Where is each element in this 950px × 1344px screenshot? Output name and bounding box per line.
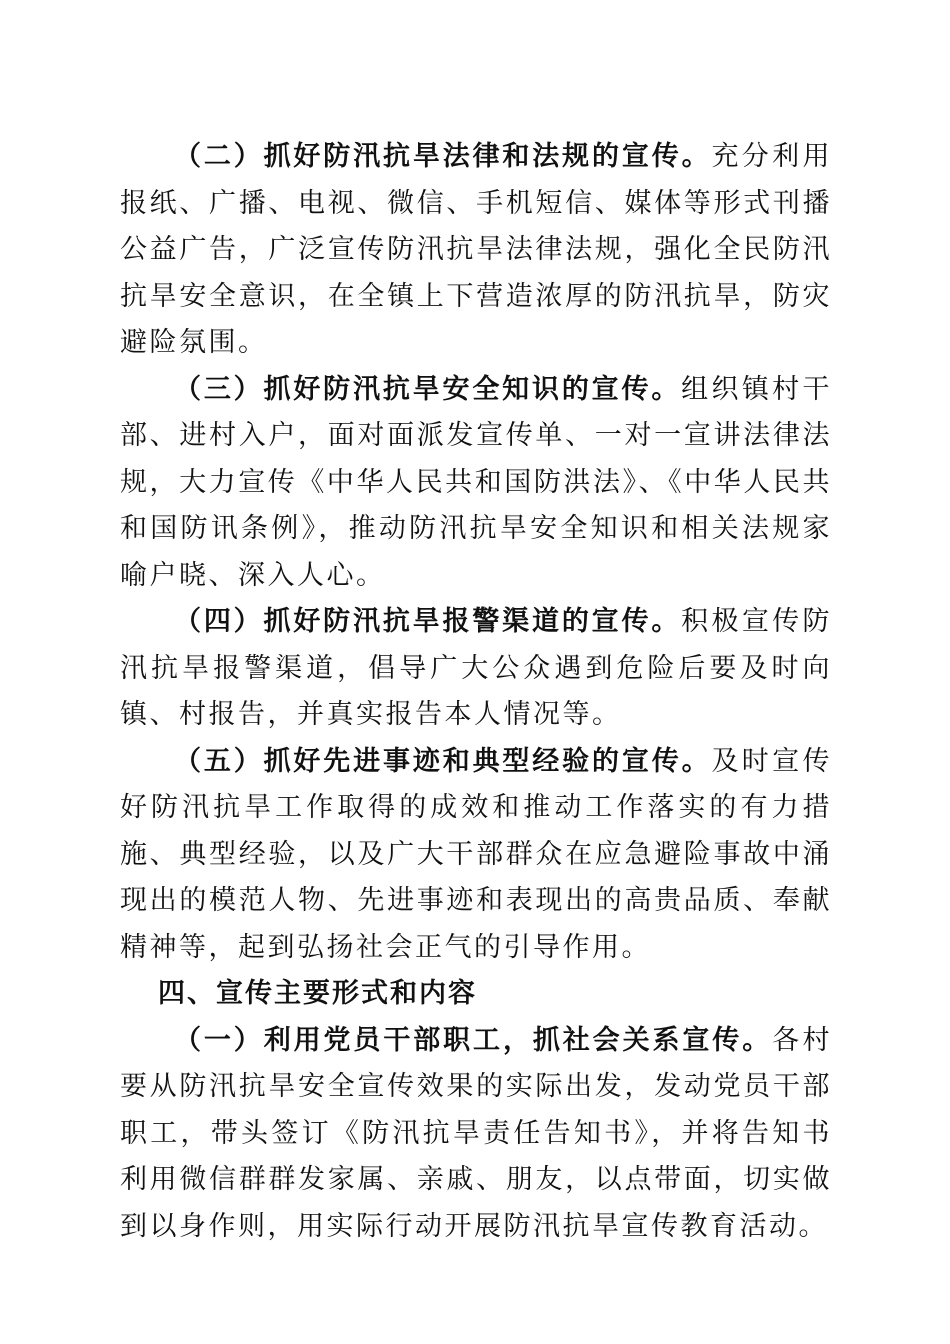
document-page <box>120 134 832 1250</box>
paragraph-body: 充分利用报纸、广播、电视、微信、手机短信、媒体等形式刊播公益广告，广泛宣传防汛抗旱法律法规，强化全民防汛抗旱安全意识，在全镇上下营造浓厚的防汛抗旱，防灾避险氛围。 <box>120 141 833 358</box>
paragraph-body: 及时宣传好防汛抗旱工作取得的成效和推动工作落实的有力措施、典型经验，以及广大干部群众在应急避险事故中涌现出的模范人物、先进事迹和表现出的高贵品质、奉献精神等，起到弘扬社会正气的引导作用。 <box>120 745 833 963</box>
paragraph-body: 各村要从防汛抗旱安全宣传效果的实际出发，发动党员干部职工，带头签订《防汛抗旱责任告知书》，并将告知书利用微信群群发家属、亲戚、朋友，以点带面，切实做到以身作则，用实际行动开展防汛抗旱宣传教育活动。 <box>120 1024 833 1242</box>
paragraph-lead: （四）抓好防汛抗旱报警渠道的宣传。 <box>174 606 682 637</box>
paragraph-5 <box>120 739 832 972</box>
paragraph-lead: （二）抓好防汛抗旱法律和法规的宣传。 <box>174 141 712 172</box>
section-paragraph-1 <box>120 1018 832 1251</box>
paragraph-4 <box>120 599 832 739</box>
paragraph-body: 组织镇村干部、进村入户，面对面派发宣传单、一对一宣讲法律法规，大力宣传《中华人民共和国防洪法》、《中华人民共和国防讯条例》，推动防汛抗旱安全知识和相关法规家喻户晓、深入人心。 <box>120 373 833 591</box>
paragraph-body: 积极宣传防汛抗旱报警渠道，倡导广大公众遇到危险后要及时向镇、村报告，并真实报告本人情况等。 <box>120 606 833 730</box>
section-heading: 四、宣传主要形式和内容 <box>158 978 477 1009</box>
paragraph-lead: （一）利用党员干部职工，抓社会关系宣传。 <box>174 1024 773 1056</box>
paragraph-3 <box>120 367 832 600</box>
paragraph-lead: （三）抓好防汛抗旱安全知识的宣传。 <box>174 373 682 405</box>
paragraph-2 <box>120 134 832 367</box>
paragraph-lead: （五）抓好先进事迹和典型经验的宣传。 <box>174 745 712 777</box>
